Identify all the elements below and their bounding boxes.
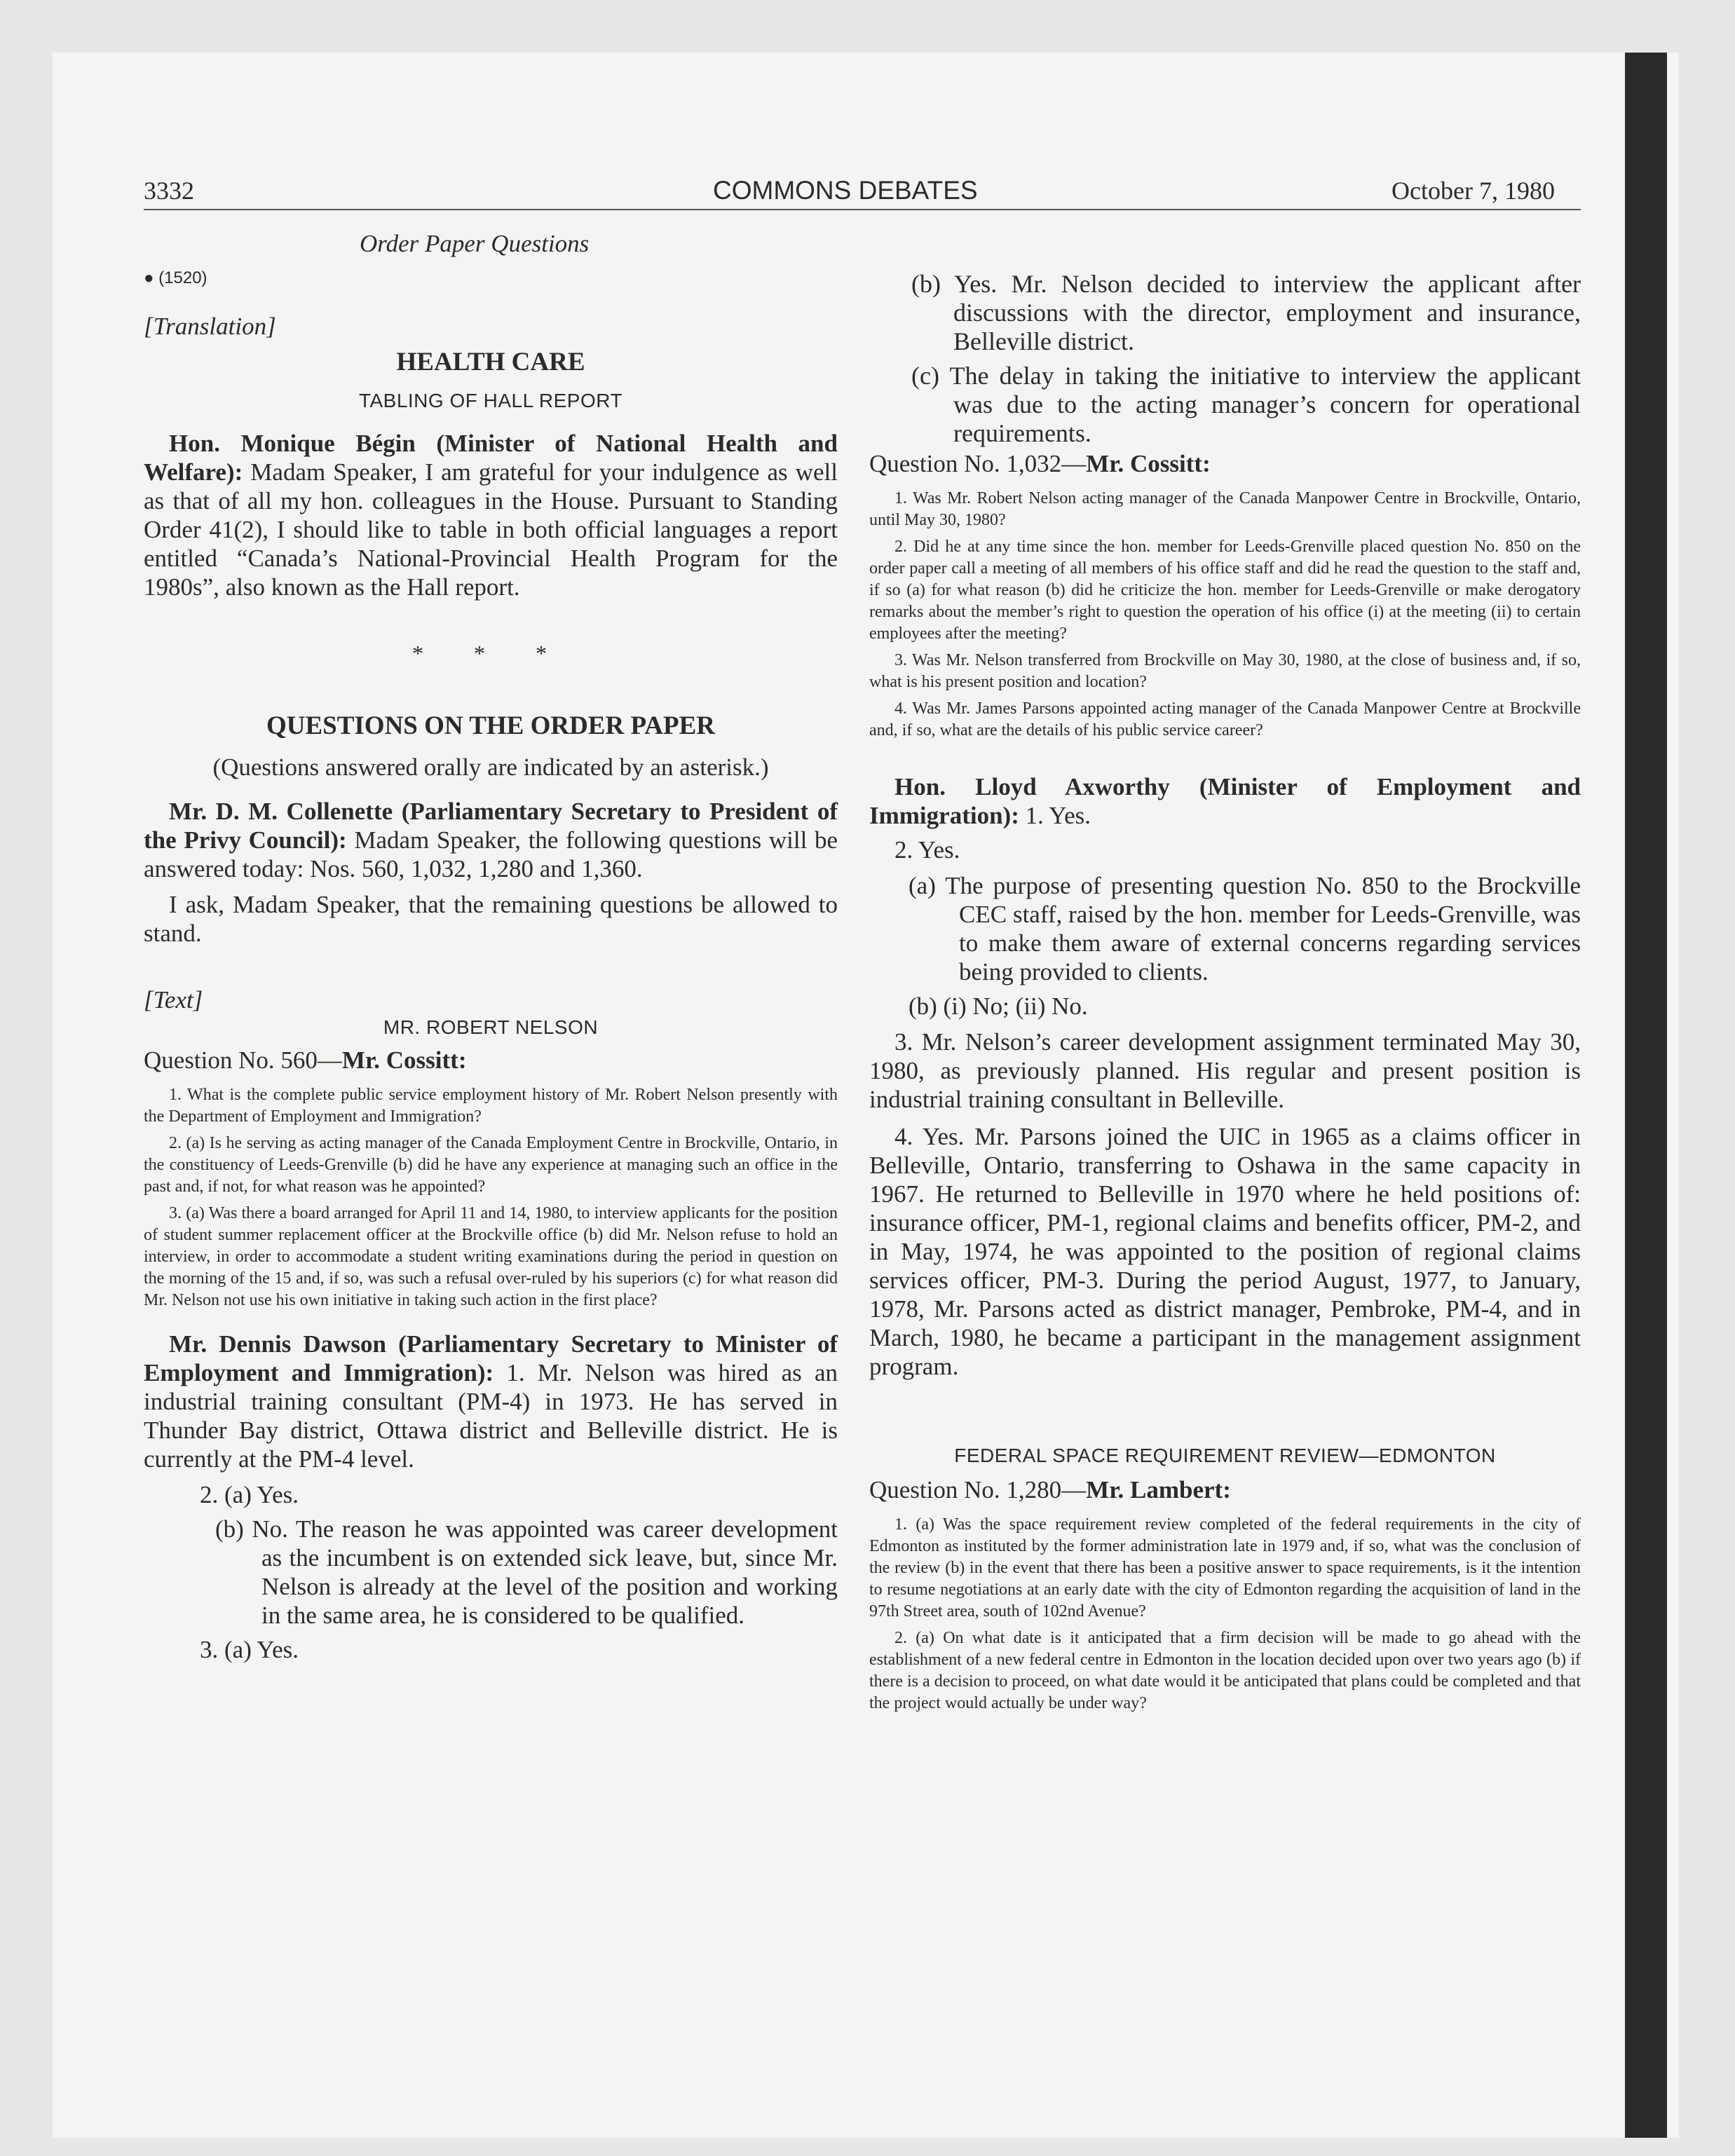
dawson-statement: Mr. Dennis Dawson (Parliamentary Secretary to Minister of Employment and Immigration): 1. Mr. Nelson was hired as an industrial training consultant (PM-4) in 1973. He has served in Thunder Bay district, Ottawa district and Belleville district. He is currently at the PM-4 level. [144,1330,838,1473]
axworthy-answer-2b: (b) (i) No; (ii) No. [909,992,1088,1020]
right-column [869,214,1581,1714]
axworthy-statement: Hon. Lloyd Axworthy (Minister of Employment and Immigration): 1. Yes. [869,773,1581,829]
answer-3b: (b) Yes. Mr. Nelson decided to interview the applicant after discussions with the director, employment and insurance, Belleville district. [911,270,1581,355]
page-date: October 7, 1980 [1392,177,1555,205]
q560-item: 1. What is the complete public service employment history of Mr. Robert Nelson presently with the Department of Employment and Immigration? [144,1086,838,1126]
dawson-answer-2a: 2. (a) Yes. [200,1481,299,1508]
dawson-answer-3a: 3. (a) Yes. [200,1636,299,1663]
q1280-items [869,1514,1581,1714]
section-separator: * * * [412,641,569,666]
q1032-items [869,488,1581,742]
q1280-item: 2. (a) On what date is it anticipated that a firm decision will be made to go ahead with the establishment of a new federal centre in Edmonton in the location decided upon over two years ago (b) if there is a decision to proceed, on what date would it be anticipated that plans could be completed and that the project would actually be under way? [869,1629,1581,1712]
header-rule [144,209,1581,210]
q1280-title: Question No. 1,280—Mr. Lambert: [869,1476,1231,1503]
q560-item: 2. (a) Is he serving as acting manager of the Canada Employment Centre in Brockville, Ontario, in the constituency of Leeds-Grenville (b) did he have any experience at managing such an office in the past and, if not, for what reason was he appointed? [144,1134,838,1196]
publication-title: COMMONS DEBATES [713,176,978,205]
health-heading: HEALTH CARE [396,348,585,376]
q1032-item: 1. Was Mr. Robert Nelson acting manager of the Canada Manpower Centre in Brockville, Ontario, until May 30, 1980? [869,489,1581,529]
nelson-heading: MR. ROBERT NELSON [383,1016,599,1038]
health-subheading: TABLING OF HALL REPORT [358,390,623,411]
collenette-statement-2: I ask, Madam Speaker, that the remaining questions be allowed to stand. [144,891,838,947]
axworthy-answer-4: 4. Yes. Mr. Parsons joined the UIC in 1965 as a claims officer in Belleville, Ontario, transferring to Oshawa in the same capacity in 1967. He returned to Belleville in 1970 where he held positions of: insurance officer, PM-1, regional claims and benefits officer, PM-2, and in May, 1974, he was appointed to the position of regional claims services officer, PM-3. During the period August, 1977, to January, 1978, Mr. Parsons acted as district manager, Pembroke, PM-4, and in March, 1980, he became a participant in the management assignment program. [869,1123,1581,1380]
collenette-speaker: Mr. D. M. Collenette (Parliamentary Secretary to President of the Privy Council): [144,798,838,854]
q560-items [144,1084,838,1311]
begin-speaker: Hon. Monique Bégin (Minister of National Health and Welfare): [144,430,838,486]
q1032-item: 3. Was Mr. Nelson transferred from Brockville on May 30, 1980, at the close of business and, if so, what is his present position and location? [869,651,1581,691]
time-marker: ● (1520) [144,268,207,287]
text-tag: [Text] [144,986,203,1014]
section-label: Order Paper Questions [360,230,590,257]
q560-title: Question No. 560—Mr. Cossitt: [144,1046,467,1074]
axworthy-answer-2: 2. Yes. [894,836,960,864]
answer-3c: (c) The delay in taking the initiative to interview the applicant was due to the acting manager’s concern for operational requirements. [911,362,1581,447]
collenette-statement: Mr. D. M. Collenette (Parliamentary Secretary to President of the Privy Council): Madam Speaker, the following questions will be answered today: Nos. 560, 1,032, 1,280 and 1,360. [144,798,838,882]
left-column [144,214,838,1664]
federal-heading: FEDERAL SPACE REQUIREMENT REVIEW—EDMONTON [954,1445,1496,1466]
q1280-item: 1. (a) Was the space requirement review completed of the federal requirements in the city of Edmonton as instituted by the former administration late in 1979 and, if so, what was the conclusion of the review (b) in the event that there has been a positive answer to space requirements, is it the intention to resume negotiations at an early date with the city of Edmonton regarding the acquisition of land in the 97th Street area, south of 102nd Avenue? [869,1515,1581,1621]
bullet-icon: ● [144,268,159,287]
questions-heading: QUESTIONS ON THE ORDER PAPER [266,711,716,740]
q1032-item: 4. Was Mr. James Parsons appointed acting manager of the Canada Manpower Centre at Brockville and, if so, what are the details of his public service career? [869,700,1581,739]
questions-note: (Questions answered orally are indicated by an asterisk.) [212,753,769,781]
translation-tag: [Translation] [144,313,276,340]
axworthy-answer-3: 3. Mr. Nelson’s career development assignment terminated May 30, 1980, as previously planned. His regular and present position is industrial training consultant in Belleville. [869,1028,1581,1113]
page-number: 3332 [144,177,194,205]
dawson-answer-2b: (b) No. The reason he was appointed was career development as the incumbent is on extended sick leave, but, since Mr. Nelson is already at the level of the position and working in the same area, he is considered to be qualified. [215,1515,838,1629]
axworthy-speaker: Hon. Lloyd Axworthy (Minister of Employment and Immigration): [869,773,1581,829]
scan-edge-bar [1625,53,1667,2138]
dawson-speaker: Mr. Dennis Dawson (Parliamentary Secretary to Minister of Employment and Immigration): [144,1330,838,1386]
q1032-item: 2. Did he at any time since the hon. member for Leeds-Grenville placed question No. 850 on the order paper call a meeting of all members of his office staff and did he read the question to the staff and, if so (a) for what reason (b) did he criticize the hon. member for Leeds-Grenville or make derogatory remarks about the member’s right to question the operation of his office (i) at the meeting (ii) to certain employees after the meeting? [869,538,1581,643]
begin-statement: Hon. Monique Bégin (Minister of National Health and Welfare): Madam Speaker, I am grateful for your indulgence as well as that of all my hon. colleagues in the House. Pursuant to Standing Order 41(2), I should like to table in both official languages a report entitled “Canada’s National-Provincial Health Program for the 1980s”, also known as the Hall report. [144,430,838,601]
axworthy-answer-2a: (a) The purpose of presenting question No. 850 to the Brockville CEC staff, raised by the hon. member for Leeds-Grenville, was to make them aware of external concerns regarding services being provided to clients. [909,872,1581,985]
q560-item: 3. (a) Was there a board arranged for April 11 and 14, 1980, to interview applicants for the position of student summer replacement officer at the Brockville office (b) did Mr. Nelson refuse to hold an interview, in order to accommodate a student writing examinations during the period in question on the morning of the 15 and, if so, was such a refusal over-ruled by his superiors (c) for what reason did Mr. Nelson not use his own initiative in taking such action in the first place? [144,1204,838,1309]
q1032-title: Question No. 1,032—Mr. Cossitt: [869,450,1211,477]
